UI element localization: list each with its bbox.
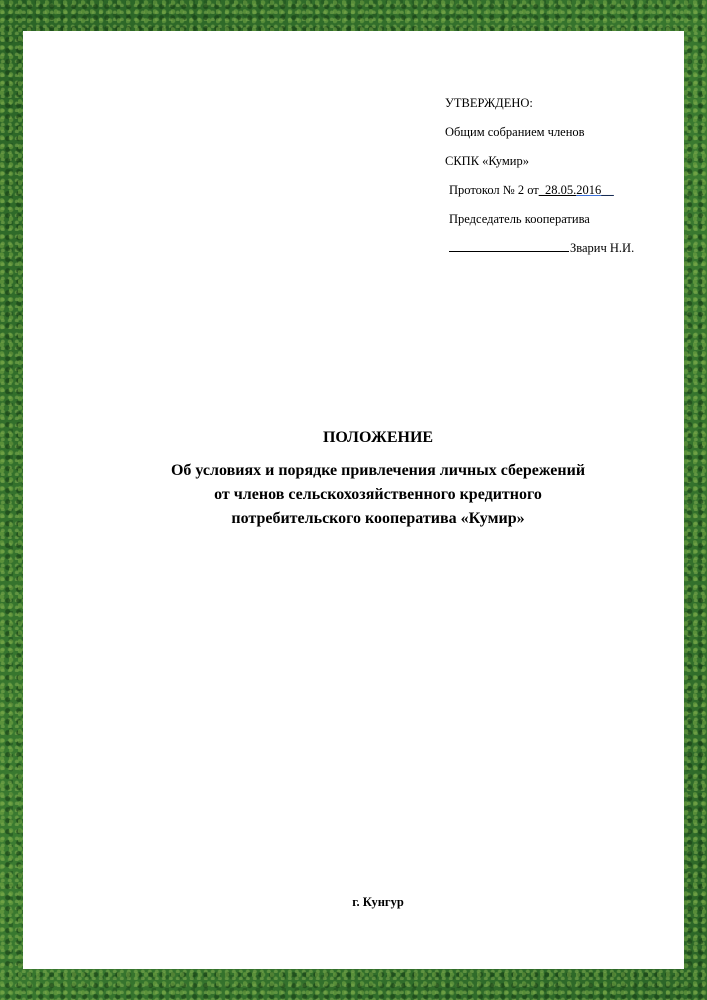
organization-name: СКПК «Кумир» [445,154,529,168]
subtitle-line: Об условиях и порядке привлечения личных сбережений [170,462,586,479]
city-name: г. Кунгур [352,895,404,909]
protocol-suffix: __ [601,183,614,197]
protocol-year: 2016 [576,183,602,197]
chairman-name: Зварич Н.И. [570,241,635,255]
document-title: ПОЛОЖЕНИЕ [322,429,434,446]
signature-blank [449,239,569,252]
document-page [23,31,684,969]
title-block [23,429,707,531]
approval-stamp [445,89,634,263]
protocol-prefix: Протокол № 2 от [449,183,539,197]
document-subtitle [23,459,707,531]
approved-by-meeting: Общим собранием членов [445,125,585,139]
protocol-date: _28.05. [538,183,577,197]
protocol-line [445,176,634,205]
subtitle-line: от членов сельскохозяйственного кредитного [214,486,542,503]
signature-line [445,234,634,263]
subtitle-line: потребительского кооператива «Кумир» [231,510,525,527]
chairman-title: Председатель кооператива [449,212,590,226]
approved-label: УТВЕРЖДЕНО: [445,96,533,110]
